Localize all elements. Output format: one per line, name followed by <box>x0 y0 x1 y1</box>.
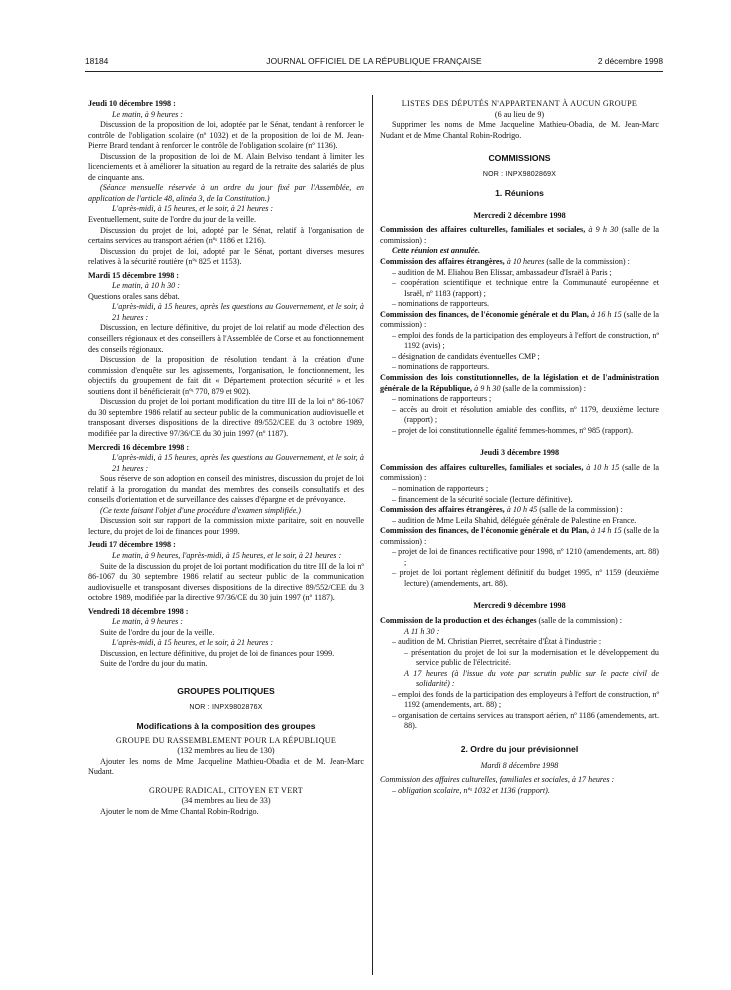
commission-entry: Commission de la production et des échanges (salle de la commission) : <box>380 615 623 625</box>
section-heading-commissions: COMMISSIONS <box>488 153 551 164</box>
subheading: Modifications à la composition des groupes <box>136 721 316 732</box>
column-divider <box>372 95 373 975</box>
nor-reference: NOR : INPX9802869X <box>482 170 557 178</box>
day-heading: Jeudi 10 décembre 1998 : <box>88 99 176 108</box>
commission-entry: Commission des affaires étrangères, à 10 heures (salle de la commission) : <box>380 257 630 267</box>
commission-entry: Commission des affaires culturelles, familiales et sociales, à 9 h 30 (salle de la commission) : <box>380 225 659 245</box>
paragraph: Commission des affaires culturelles, familiales et sociales, à 17 heures : <box>380 775 615 785</box>
agenda-item: – financement de la sécurité sociale (lecture définitive). <box>392 494 573 504</box>
agenda-item: – organisation de certains services au transport aérien, nº 1186 (amendements, art. 88). <box>392 710 659 731</box>
paragraph: Discussion du projet de loi portant modification du titre III de la loi nº 86-1067 du 30 septembre 1986 relatif au secteur public de la communication audiovisuelle et transposant diverses dispositions de la directive 89/552/CEE du 3 octobre 1989, modifiée par la directive 97/36/CE du 30 juin 1997 (nº 1187). <box>88 397 364 438</box>
time-line: L'après-midi, à 15 heures, et le soir, à 21 heures : <box>112 204 274 214</box>
paragraph: Questions orales sans débat. <box>88 291 180 301</box>
paragraph: Discussion de la proposition de loi, adoptée par le Sénat, tendant à renforcer le contrôle de l'obligation scolaire (nº 1032) et de la proposition de loi de M. Jean-Pierre Brard tendant à renforcer le contrôle de l'obligation scolaire (nº 1136). <box>88 120 364 151</box>
agenda-item: – projet de loi constitutionnelle égalité femmes-hommes, nº 985 (rapport). <box>392 425 634 435</box>
paragraph: Ajouter le nom de Mme Chantal Robin-Rodrigo. <box>100 806 259 816</box>
left-column <box>88 99 364 817</box>
date-heading: Mardi 8 décembre 1998 <box>480 760 559 770</box>
subheading: 1. Réunions <box>495 188 544 199</box>
commission-entry: Commission des lois constitutionnelles, de la législation et de l'administration générale de la République, à 9 h 30 (salle de la commission) : <box>380 373 659 393</box>
group-count: (34 membres au lieu de 33) <box>181 796 271 806</box>
agenda-item: – projet de loi portant règlement définitif du budget 1995, nº 1159 (deuxième lecture) (amendements, art. 88). <box>392 568 659 588</box>
paragraph: Discussion, en lecture définitive, du projet de loi relatif au mode d'élection des conseillers régionaux et des conseillers à l'Assemblée de Corse et au fonctionnement des conseils régionaux. <box>88 323 364 354</box>
paragraph: (Ce texte faisant l'objet d'une procédure d'examen simplifiée.) <box>100 505 301 515</box>
agenda-item: – nominations de rapporteurs. <box>392 362 490 372</box>
paragraph: Sous réserve de son adoption en conseil des ministres, discussion du projet de loi relatif à la prorogation du mandat des membres des conseils consultatifs et des conseils d'orientation et de surveillance des caisses d'épargne et de prévoyance. <box>88 474 364 505</box>
time-line: Le matin, à 9 heures, l'après-midi, à 15 heures, et le soir, à 21 heures : <box>112 550 342 560</box>
cancel-note: Cette réunion est annulée. <box>392 246 481 256</box>
paragraph: Ajouter les noms de Mme Jacqueline Mathieu-Obadia et de M. Jean-Marc Nudant. <box>88 756 364 777</box>
commission-entry: Commission des affaires culturelles, familiales et sociales, à 10 h 15 (salle de la commission) : <box>380 462 659 483</box>
day-heading: Vendredi 18 décembre 1998 : <box>88 606 189 616</box>
paragraph: Suite de l'ordre du jour de la veille. <box>100 627 215 637</box>
commission-entry: Commission des finances, de l'économie générale et du Plan, à 16 h 15 (salle de la commission) : <box>380 309 660 330</box>
nor-reference: NOR : INPX9802876X <box>189 703 263 711</box>
agenda-item: – nomination de rapporteurs ; <box>392 483 489 493</box>
day-heading: Mardi 15 décembre 1998 : <box>88 270 180 280</box>
agenda-item: – emploi des fonds de la participation des employeurs à l'effort de construction, nº 1192 (avis) ; <box>392 330 659 351</box>
paragraph: Discussion du projet de loi, adopté par le Sénat, relatif à l'organisation de certains services au transport aérien (nºˢ 1186 et 1216). <box>88 225 364 246</box>
agenda-item: – accès au droit et résolution amiable des conflits, nº 1179, deuxième lecture (rapport) ; <box>392 404 659 425</box>
day-heading: Mercredi 16 décembre 1998 : <box>88 442 190 452</box>
agenda-item: – nominations de rapporteurs ; <box>392 394 492 404</box>
paragraph: Discussion du projet de loi, adopté par le Sénat, portant diverses mesures relatives à la sécurité routière (nºˢ 825 et 1153). <box>88 246 364 267</box>
agenda-subitem: – présentation du projet de loi sur la modernisation et le développement du service public de l'électricité. <box>404 647 659 668</box>
agenda-item: – emploi des fonds de la participation des employeurs à l'effort de construction, nº 1192 (amendements, art. 88) ; <box>392 689 659 710</box>
paragraph: Suite de la discussion du projet de loi portant modification du titre III de la loi nº 86-1067 du 30 septembre 1986 relatif au secteur public de la communication audiovisuelle et transposant diverses dispositions de la directive 89/552/CEE du 3 octobre 1989, modifiée par la directive 97/36/CE du 30 juin 1997 (nº 1187). <box>88 561 364 603</box>
subheading: 2. Ordre du jour prévisionnel <box>460 743 579 754</box>
date-heading: Mercredi 9 décembre 1998 <box>473 601 566 611</box>
agenda-item: – audition de M. Eliahou Ben Elissar, ambassadeur d'Israël à Paris ; <box>392 267 612 277</box>
paragraph: Discussion, en lecture définitive, du projet de loi de finances pour 1999. <box>100 648 335 658</box>
commission-entry: Commission des finances, de l'économie générale et du Plan, à 14 h 15 (salle de la commission) : <box>380 526 660 546</box>
time-line: Le matin, à 9 heures : <box>112 617 184 627</box>
time-line: A 11 h 30 : <box>404 626 440 636</box>
paragraph: Eventuellement, suite de l'ordre du jour de la veille. <box>88 215 256 225</box>
paragraph: Discussion de la proposition de loi de M. Alain Belviso tendant à limiter les licenciements et à améliorer la situation au regard de la retraite des salariés de plus de cinquante ans. <box>88 151 364 182</box>
group-count: (132 membres au lieu de 130) <box>177 746 275 756</box>
paragraph: Discussion soit sur rapport de la commission mixte paritaire, soit en nouvelle lecture, du projet de loi de finances pour 1999. <box>88 516 364 536</box>
commission-entry: Commission des affaires étrangères, à 10 h 45 (salle de la commission) : <box>380 505 623 515</box>
page-number: 18184 <box>85 56 109 66</box>
paragraph: Discussion de la proposition de résolution tendant à la création d'une commission d'enquête sur les agissements, l'organisation, le fonctionnement, les objectifs du groupement de fait dit « Département protection sécurité » et les soutiens dont il bénéficierait (nºˢ 770, 879 et 902). <box>88 355 364 396</box>
time-line: L'après-midi, à 15 heures, et le soir, à 21 heures : <box>112 638 274 648</box>
agenda-item: – coopération scientifique et technique entre la Communauté européenne et Israël, nº 1183 (rapport) ; <box>392 278 659 298</box>
paragraph: Supprimer les noms de Mme Jacqueline Mathieu-Obadia, de M. Jean-Marc Nudant et de Mme Chantal Robin-Rodrigo. <box>380 120 659 140</box>
paragraph: Suite de l'ordre du jour du matin. <box>100 659 208 669</box>
agenda-item: – projet de loi de finances rectificative pour 1998, nº 1210 (amendements, art. 88) ; <box>392 547 659 567</box>
page-header <box>85 55 663 69</box>
paragraph: (Séance mensuelle réservée à un ordre du jour fixé par l'Assemblée, en application de l'article 48, alinéa 3, de la Constitution.) <box>88 183 364 203</box>
journal-title: JOURNAL OFFICIEL DE LA RÉPUBLIQUE FRANÇAISE <box>266 56 482 66</box>
time-line: L'après-midi, à 15 heures, après les questions au Gouvernement, et le soir, à 21 heures : <box>112 453 364 473</box>
time-line: L'après-midi, à 15 heures, après les questions au Gouvernement, et le soir, à 21 heures : <box>112 302 364 322</box>
agenda-item: – obligation scolaire, nºˢ 1032 et 1136 (rapport). <box>392 785 550 795</box>
time-line: Le matin, à 10 h 30 : <box>112 281 180 291</box>
agenda-item: – audition de Mme Leila Shahid, déléguée générale de Palestine en France. <box>392 515 637 525</box>
date-heading: Jeudi 3 décembre 1998 <box>479 448 560 458</box>
list-title: LISTES DES DÉPUTÉS N'APPARTENANT À AUCUN GROUPE <box>401 99 638 108</box>
list-count: (6 au lieu de 9) <box>494 109 545 119</box>
section-heading-groupes: GROUPES POLITIQUES <box>177 685 275 696</box>
time-line: A 17 heures (à l'issue du vote par scrutin public sur le pacte civil de solidarité) : <box>404 668 659 689</box>
date-heading: Mercredi 2 décembre 1998 <box>473 210 566 220</box>
agenda-item: – nominations de rapporteurs. <box>392 299 490 309</box>
day-heading: Jeudi 17 décembre 1998 : <box>88 540 176 550</box>
agenda-item: – audition de M. Christian Pierret, secrétaire d'État à l'industrie : <box>392 637 602 647</box>
header-date: 2 décembre 1998 <box>597 56 663 66</box>
group-title: GROUPE DU RASSEMBLEMENT POUR LA RÉPUBLIQUE <box>115 735 337 745</box>
header-rule <box>85 71 663 72</box>
agenda-item: – désignation de candidats éventuelles CMP ; <box>392 351 540 361</box>
right-column <box>380 99 659 796</box>
group-title: GROUPE RADICAL, CITOYEN ET VERT <box>149 785 303 795</box>
time-line: Le matin, à 9 heures : <box>112 109 184 119</box>
